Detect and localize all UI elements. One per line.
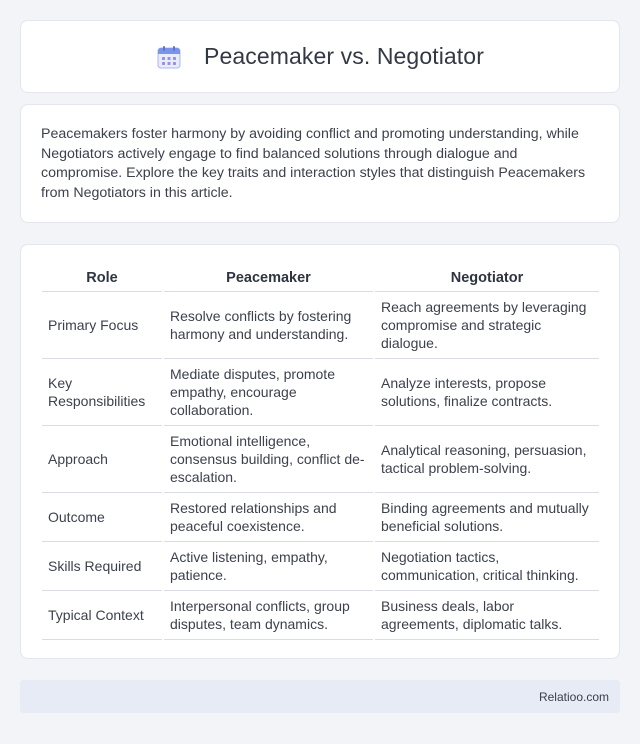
negotiator-cell: Analyze interests, propose solutions, finalize contracts. xyxy=(374,358,599,425)
peacemaker-cell: Mediate disputes, promote empathy, encourage collaboration. xyxy=(163,358,374,425)
negotiator-cell: Reach agreements by leveraging compromise and strategic dialogue. xyxy=(374,291,599,358)
table-row xyxy=(42,291,599,358)
peacemaker-cell: Emotional intelligence, consensus building, conflict de-escalation. xyxy=(163,425,374,492)
row-label: Typical Context xyxy=(42,590,163,639)
page-title: Peacemaker vs. Negotiator xyxy=(204,43,484,69)
peacemaker-cell: Restored relationships and peaceful coexistence. xyxy=(163,492,374,541)
table-header-row xyxy=(42,265,599,291)
comparison-card xyxy=(20,244,620,659)
table-row xyxy=(42,425,599,492)
title-wrap xyxy=(156,43,484,70)
intro-paragraph: Peacemakers foster harmony by avoiding conflict and promoting understanding, while Negotiators actively engage to find balanced solutions through dialogue and compromise. Explore the key traits and interaction styles that distinguish Peacemakers from Negotiators in this article. xyxy=(41,126,586,201)
column-header-role: Role xyxy=(42,265,163,291)
comparison-table xyxy=(42,265,599,640)
table-row xyxy=(42,541,599,590)
row-label: Outcome xyxy=(42,492,163,541)
row-label: Approach xyxy=(42,425,163,492)
negotiator-cell: Business deals, labor agreements, diplomatic talks. xyxy=(374,590,599,639)
calendar-icon xyxy=(156,44,182,70)
table-row xyxy=(42,492,599,541)
table-row xyxy=(42,358,599,425)
row-label: Skills Required xyxy=(42,541,163,590)
peacemaker-cell: Resolve conflicts by fostering harmony and understanding. xyxy=(163,291,374,358)
peacemaker-cell: Interpersonal conflicts, group disputes, team dynamics. xyxy=(163,590,374,639)
peacemaker-cell: Active listening, empathy, patience. xyxy=(163,541,374,590)
row-label: Primary Focus xyxy=(42,291,163,358)
intro-card xyxy=(20,104,620,223)
column-header-peacemaker: Peacemaker xyxy=(163,265,374,291)
footer-bar xyxy=(20,680,620,713)
negotiator-cell: Binding agreements and mutually beneficial solutions. xyxy=(374,492,599,541)
title-card xyxy=(20,20,620,93)
footer-brand[interactable]: Relatioo.com xyxy=(538,689,609,704)
negotiator-cell: Negotiation tactics, communication, critical thinking. xyxy=(374,541,599,590)
column-header-negotiator: Negotiator xyxy=(374,265,599,291)
row-label: Key Responsibilities xyxy=(42,358,163,425)
negotiator-cell: Analytical reasoning, persuasion, tactical problem-solving. xyxy=(374,425,599,492)
table-row xyxy=(42,590,599,639)
